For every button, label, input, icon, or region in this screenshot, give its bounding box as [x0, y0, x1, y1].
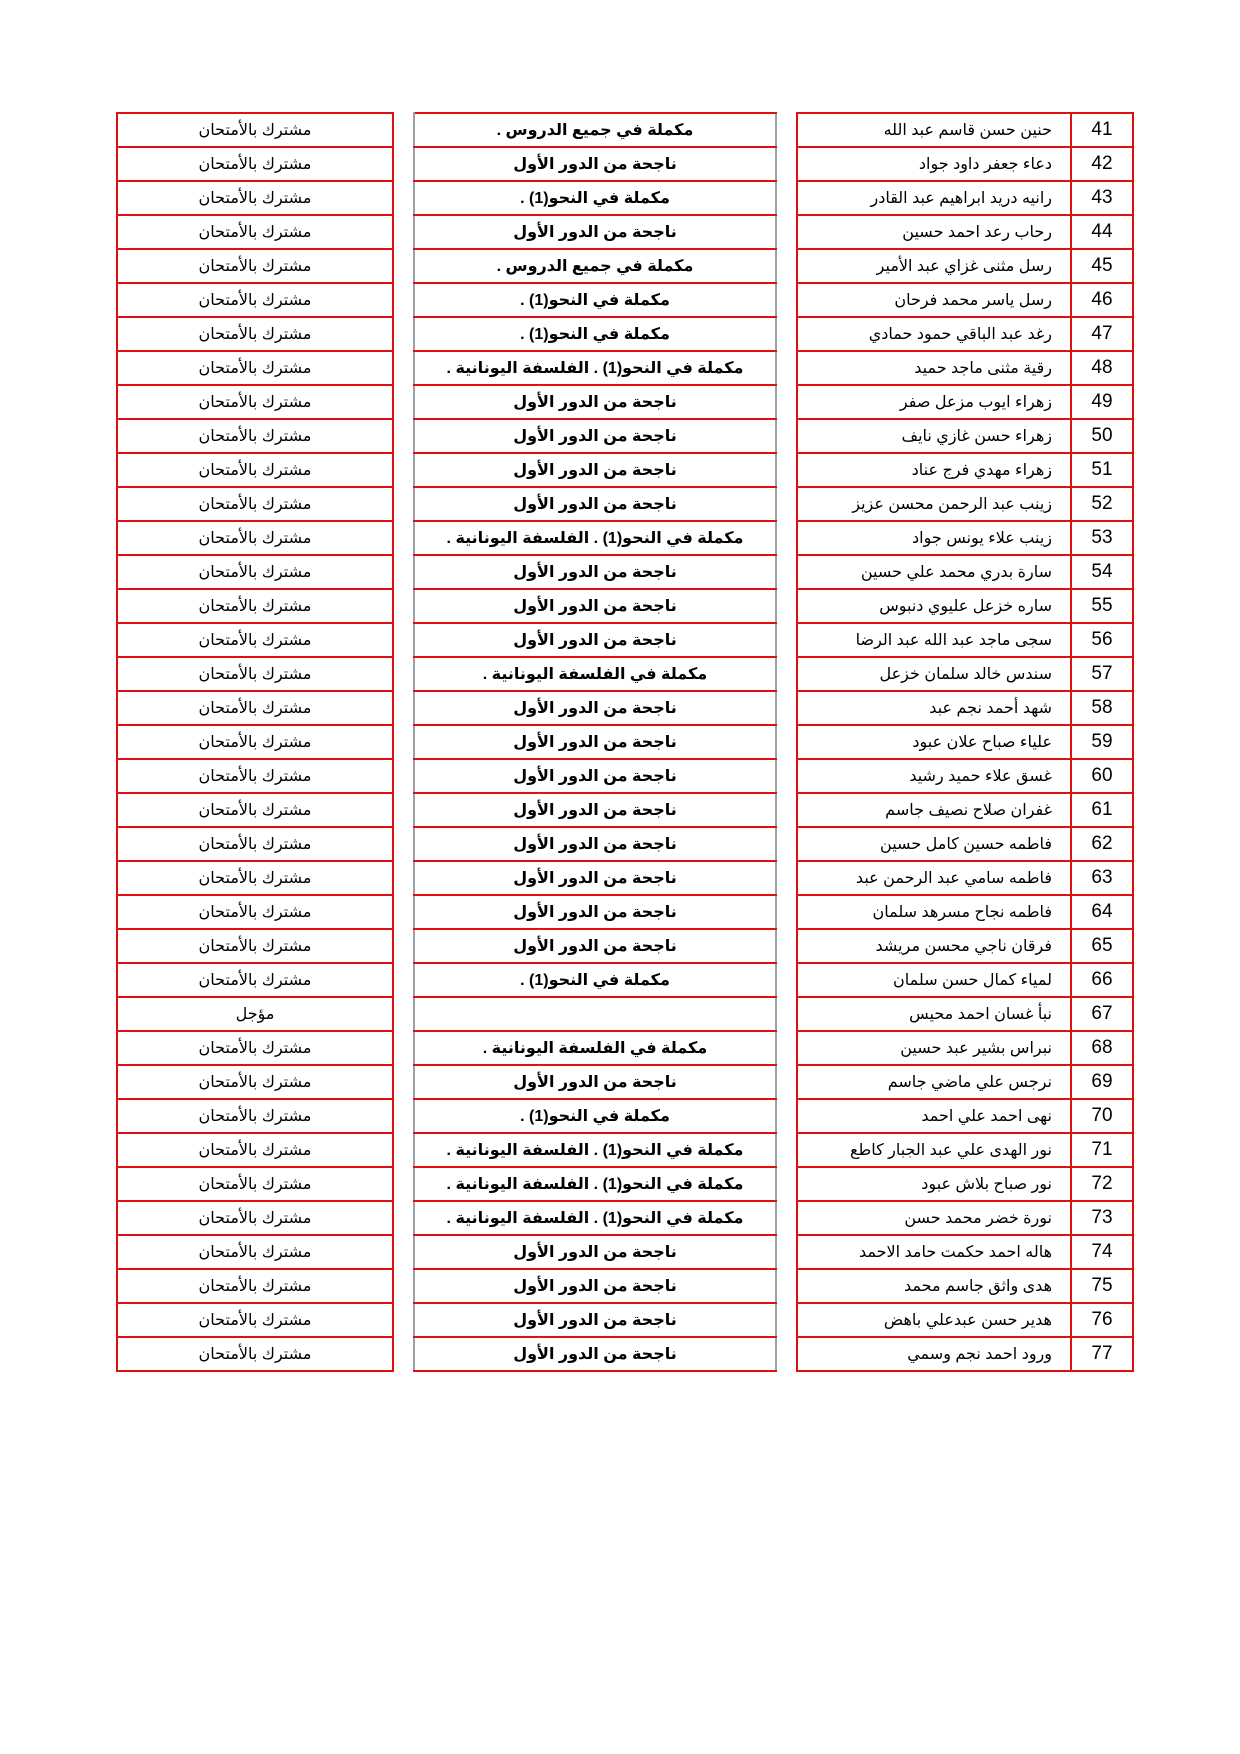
row-number: 45 — [1071, 249, 1133, 283]
table-row — [117, 181, 393, 215]
status-cell: مشترك بالأمتحان — [117, 113, 393, 147]
status-cell: مشترك بالأمتحان — [117, 351, 393, 385]
row-number: 49 — [1071, 385, 1133, 419]
student-name: زهراء مهدي فرج عناد — [797, 453, 1071, 487]
row-number: 71 — [1071, 1133, 1133, 1167]
status-cell: مشترك بالأمتحان — [117, 929, 393, 963]
status-cell: مشترك بالأمتحان — [117, 555, 393, 589]
row-number: 76 — [1071, 1303, 1133, 1337]
row-number: 54 — [1071, 555, 1133, 589]
result-cell: ناجحة من الدور الأول — [414, 1337, 776, 1371]
result-cell — [414, 997, 776, 1031]
result-cell: ناجحة من الدور الأول — [414, 1065, 776, 1099]
row-number: 56 — [1071, 623, 1133, 657]
table-row — [797, 725, 1133, 759]
table-row — [797, 113, 1133, 147]
student-name: سجى ماجد عبد الله عبد الرضا — [797, 623, 1071, 657]
table-row — [797, 181, 1133, 215]
status-cell: مشترك بالأمتحان — [117, 283, 393, 317]
student-name: فاطمه حسين كامل حسين — [797, 827, 1071, 861]
table-row — [117, 555, 393, 589]
status-cell: مؤجل — [117, 997, 393, 1031]
row-number: 67 — [1071, 997, 1133, 1031]
row-number: 68 — [1071, 1031, 1133, 1065]
status-cell: مشترك بالأمتحان — [117, 487, 393, 521]
result-cell: ناجحة من الدور الأول — [414, 895, 776, 929]
status-table — [116, 112, 394, 1372]
student-name: غفران صلاح نصيف جاسم — [797, 793, 1071, 827]
status-cell: مشترك بالأمتحان — [117, 1031, 393, 1065]
row-number: 51 — [1071, 453, 1133, 487]
row-number: 44 — [1071, 215, 1133, 249]
table-row — [797, 555, 1133, 589]
row-number: 75 — [1071, 1269, 1133, 1303]
row-number: 63 — [1071, 861, 1133, 895]
table-row — [797, 827, 1133, 861]
status-cell: مشترك بالأمتحان — [117, 1201, 393, 1235]
table-row — [414, 1099, 776, 1133]
status-cell: مشترك بالأمتحان — [117, 1167, 393, 1201]
row-number: 52 — [1071, 487, 1133, 521]
status-cell: مشترك بالأمتحان — [117, 453, 393, 487]
status-cell: مشترك بالأمتحان — [117, 419, 393, 453]
table-row — [117, 589, 393, 623]
student-name: فرقان ناجي محسن مريشد — [797, 929, 1071, 963]
status-cell: مشترك بالأمتحان — [117, 895, 393, 929]
result-cell: ناجحة من الدور الأول — [414, 759, 776, 793]
student-name: رغد عبد الباقي حمود حمادي — [797, 317, 1071, 351]
student-name: نورة خضر محمد حسن — [797, 1201, 1071, 1235]
table-row — [117, 1065, 393, 1099]
table-row — [797, 759, 1133, 793]
table-row — [117, 215, 393, 249]
table-row — [797, 147, 1133, 181]
table-row — [797, 1235, 1133, 1269]
status-cell: مشترك بالأمتحان — [117, 1235, 393, 1269]
table-row — [797, 419, 1133, 453]
result-cell: مكملة في النحو(1) . — [414, 963, 776, 997]
table-row — [797, 895, 1133, 929]
status-cell: مشترك بالأمتحان — [117, 249, 393, 283]
table-row — [797, 861, 1133, 895]
table-row — [414, 1303, 776, 1337]
table-row — [414, 1201, 776, 1235]
result-cell: مكملة في جميع الدروس . — [414, 113, 776, 147]
table-row — [117, 895, 393, 929]
table-row — [117, 1337, 393, 1371]
row-number: 65 — [1071, 929, 1133, 963]
table-row — [117, 249, 393, 283]
table-row — [117, 691, 393, 725]
table-row — [797, 521, 1133, 555]
row-number: 70 — [1071, 1099, 1133, 1133]
table-row — [797, 793, 1133, 827]
student-name: زينب عبد الرحمن محسن عزيز — [797, 487, 1071, 521]
result-cell: ناجحة من الدور الأول — [414, 147, 776, 181]
table-row — [117, 113, 393, 147]
table-row — [797, 657, 1133, 691]
row-number: 64 — [1071, 895, 1133, 929]
student-name: غسق علاء حميد رشيد — [797, 759, 1071, 793]
table-row — [414, 283, 776, 317]
table-row — [414, 963, 776, 997]
student-name: نور صباح بلاش عبود — [797, 1167, 1071, 1201]
table-row — [117, 351, 393, 385]
student-name: هدى واثق جاسم محمد — [797, 1269, 1071, 1303]
table-row — [797, 317, 1133, 351]
table-row — [797, 1031, 1133, 1065]
student-name: علياء صباح علان عبود — [797, 725, 1071, 759]
table-row — [117, 453, 393, 487]
table-row — [117, 1269, 393, 1303]
row-number: 61 — [1071, 793, 1133, 827]
status-cell: مشترك بالأمتحان — [117, 691, 393, 725]
table-row — [117, 793, 393, 827]
table-row — [414, 181, 776, 215]
table-row — [117, 521, 393, 555]
table-row — [414, 215, 776, 249]
table-row — [414, 385, 776, 419]
student-name: لمياء كمال حسن سلمان — [797, 963, 1071, 997]
result-cell: مكملة في النحو(1) . الفلسفة اليونانية . — [414, 351, 776, 385]
student-name: سارة بدري محمد علي حسين — [797, 555, 1071, 589]
result-cell: مكملة في النحو(1) . الفلسفة اليونانية . — [414, 1201, 776, 1235]
row-number: 69 — [1071, 1065, 1133, 1099]
row-number: 74 — [1071, 1235, 1133, 1269]
result-cell: ناجحة من الدور الأول — [414, 827, 776, 861]
student-name: شهد أحمد نجم عبد — [797, 691, 1071, 725]
table-row — [117, 1201, 393, 1235]
table-row — [797, 1099, 1133, 1133]
status-cell: مشترك بالأمتحان — [117, 657, 393, 691]
student-name: رسل مثنى غزاي عبد الأمير — [797, 249, 1071, 283]
result-cell: ناجحة من الدور الأول — [414, 555, 776, 589]
table-row — [797, 963, 1133, 997]
table-row — [797, 487, 1133, 521]
table-row — [414, 759, 776, 793]
status-cell: مشترك بالأمتحان — [117, 385, 393, 419]
row-number: 46 — [1071, 283, 1133, 317]
table-row — [117, 997, 393, 1031]
student-name: فاطمه نجاح مسرهد سلمان — [797, 895, 1071, 929]
student-name: نهى احمد علي احمد — [797, 1099, 1071, 1133]
student-name: رقية مثنى ماجد حميد — [797, 351, 1071, 385]
result-cell: ناجحة من الدور الأول — [414, 453, 776, 487]
results-table — [413, 112, 777, 1372]
student-name: رانيه دريد ابراهيم عبد القادر — [797, 181, 1071, 215]
student-name: نبأ غسان احمد محيس — [797, 997, 1071, 1031]
result-cell: مكملة في جميع الدروس . — [414, 249, 776, 283]
status-cell: مشترك بالأمتحان — [117, 1133, 393, 1167]
result-cell: ناجحة من الدور الأول — [414, 725, 776, 759]
table-row — [414, 895, 776, 929]
student-name: رحاب رعد احمد حسين — [797, 215, 1071, 249]
status-cell: مشترك بالأمتحان — [117, 963, 393, 997]
status-cell: مشترك بالأمتحان — [117, 827, 393, 861]
student-name: دعاء جعفر داود جواد — [797, 147, 1071, 181]
result-cell: مكملة في النحو(1) . الفلسفة اليونانية . — [414, 1167, 776, 1201]
student-name: نرجس علي ماضي جاسم — [797, 1065, 1071, 1099]
result-cell: ناجحة من الدور الأول — [414, 1303, 776, 1337]
row-number: 72 — [1071, 1167, 1133, 1201]
table-row — [414, 725, 776, 759]
table-row — [797, 623, 1133, 657]
table-row — [117, 419, 393, 453]
table-row — [117, 1133, 393, 1167]
status-cell: مشترك بالأمتحان — [117, 725, 393, 759]
result-cell: مكملة في النحو(1) . — [414, 181, 776, 215]
table-row — [117, 725, 393, 759]
student-name: نبراس بشير عبد حسين — [797, 1031, 1071, 1065]
table-row — [797, 351, 1133, 385]
row-number: 53 — [1071, 521, 1133, 555]
row-number: 66 — [1071, 963, 1133, 997]
row-number: 41 — [1071, 113, 1133, 147]
table-row — [117, 1167, 393, 1201]
student-name: فاطمه سامي عبد الرحمن عبد — [797, 861, 1071, 895]
result-cell: مكملة في الفلسفة اليونانية . — [414, 657, 776, 691]
student-name: ورود احمد نجم وسمي — [797, 1337, 1071, 1371]
table-row — [117, 487, 393, 521]
row-number: 48 — [1071, 351, 1133, 385]
row-number: 57 — [1071, 657, 1133, 691]
table-row — [797, 1133, 1133, 1167]
table-row — [414, 1031, 776, 1065]
student-name: حنين حسن قاسم عبد الله — [797, 113, 1071, 147]
student-name: زينب علاء يونس جواد — [797, 521, 1071, 555]
table-row — [414, 1269, 776, 1303]
status-cell: مشترك بالأمتحان — [117, 215, 393, 249]
table-row — [414, 249, 776, 283]
status-cell: مشترك بالأمتحان — [117, 1269, 393, 1303]
status-cell: مشترك بالأمتحان — [117, 1065, 393, 1099]
table-row — [414, 1337, 776, 1371]
student-name: زهراء ايوب مزعل صفر — [797, 385, 1071, 419]
student-name: هدير حسن عبدعلي باهض — [797, 1303, 1071, 1337]
result-cell: ناجحة من الدور الأول — [414, 487, 776, 521]
table-row — [414, 827, 776, 861]
table-row — [797, 589, 1133, 623]
table-row — [797, 249, 1133, 283]
result-cell: ناجحة من الدور الأول — [414, 419, 776, 453]
row-number: 59 — [1071, 725, 1133, 759]
status-cell: مشترك بالأمتحان — [117, 147, 393, 181]
table-row — [414, 793, 776, 827]
result-cell: ناجحة من الدور الأول — [414, 215, 776, 249]
table-row — [797, 691, 1133, 725]
row-number: 42 — [1071, 147, 1133, 181]
table-row — [117, 385, 393, 419]
row-number: 73 — [1071, 1201, 1133, 1235]
table-row — [414, 487, 776, 521]
table-row — [797, 1201, 1133, 1235]
table-row — [117, 1099, 393, 1133]
result-cell: ناجحة من الدور الأول — [414, 861, 776, 895]
table-row — [414, 997, 776, 1031]
result-cell: ناجحة من الدور الأول — [414, 623, 776, 657]
table-row — [797, 385, 1133, 419]
result-cell: ناجحة من الدور الأول — [414, 691, 776, 725]
status-cell: مشترك بالأمتحان — [117, 181, 393, 215]
table-row — [117, 759, 393, 793]
table-row — [414, 521, 776, 555]
table-row — [797, 997, 1133, 1031]
student-name: رسل ياسر محمد فرحان — [797, 283, 1071, 317]
table-row — [414, 147, 776, 181]
table-row — [414, 589, 776, 623]
table-row — [414, 657, 776, 691]
table-row — [414, 317, 776, 351]
table-row — [117, 623, 393, 657]
result-cell: مكملة في الفلسفة اليونانية . — [414, 1031, 776, 1065]
table-row — [797, 1269, 1133, 1303]
table-row — [117, 1303, 393, 1337]
student-name: زهراء حسن غازي نايف — [797, 419, 1071, 453]
table-row — [117, 963, 393, 997]
table-row — [414, 691, 776, 725]
result-cell: ناجحة من الدور الأول — [414, 1269, 776, 1303]
result-cell: ناجحة من الدور الأول — [414, 1235, 776, 1269]
table-row — [797, 283, 1133, 317]
names-table — [796, 112, 1134, 1372]
table-row — [117, 317, 393, 351]
row-number: 77 — [1071, 1337, 1133, 1371]
table-row — [117, 147, 393, 181]
student-name: نور الهدى علي عبد الجبار كاطع — [797, 1133, 1071, 1167]
result-cell: ناجحة من الدور الأول — [414, 385, 776, 419]
status-cell: مشترك بالأمتحان — [117, 759, 393, 793]
status-cell: مشترك بالأمتحان — [117, 521, 393, 555]
status-cell: مشترك بالأمتحان — [117, 1099, 393, 1133]
student-name: سندس خالد سلمان خزعل — [797, 657, 1071, 691]
table-row — [414, 113, 776, 147]
student-name: هاله احمد حكمت حامد الاحمد — [797, 1235, 1071, 1269]
table-row — [414, 929, 776, 963]
status-cell: مشترك بالأمتحان — [117, 793, 393, 827]
status-cell: مشترك بالأمتحان — [117, 589, 393, 623]
row-number: 50 — [1071, 419, 1133, 453]
table-row — [797, 1065, 1133, 1099]
result-cell: مكملة في النحو(1) . الفلسفة اليونانية . — [414, 521, 776, 555]
table-row — [414, 1133, 776, 1167]
table-row — [797, 929, 1133, 963]
status-cell: مشترك بالأمتحان — [117, 861, 393, 895]
table-row — [414, 623, 776, 657]
result-cell: ناجحة من الدور الأول — [414, 793, 776, 827]
table-row — [797, 1303, 1133, 1337]
row-number: 62 — [1071, 827, 1133, 861]
row-number: 43 — [1071, 181, 1133, 215]
table-row — [797, 453, 1133, 487]
status-cell: مشترك بالأمتحان — [117, 317, 393, 351]
status-cell: مشترك بالأمتحان — [117, 623, 393, 657]
table-row — [797, 1337, 1133, 1371]
result-cell: مكملة في النحو(1) . الفلسفة اليونانية . — [414, 1133, 776, 1167]
result-cell: ناجحة من الدور الأول — [414, 589, 776, 623]
table-row — [797, 1167, 1133, 1201]
table-row — [117, 861, 393, 895]
table-row — [117, 929, 393, 963]
table-row — [117, 827, 393, 861]
table-row — [414, 1065, 776, 1099]
row-number: 60 — [1071, 759, 1133, 793]
table-row — [414, 419, 776, 453]
student-name: ساره خزعل عليوي دنبوس — [797, 589, 1071, 623]
table-row — [414, 555, 776, 589]
table-row — [117, 1031, 393, 1065]
table-row — [797, 215, 1133, 249]
result-cell: مكملة في النحو(1) . — [414, 317, 776, 351]
row-number: 58 — [1071, 691, 1133, 725]
status-cell: مشترك بالأمتحان — [117, 1337, 393, 1371]
result-cell: مكملة في النحو(1) . — [414, 1099, 776, 1133]
table-row — [117, 1235, 393, 1269]
table-row — [414, 861, 776, 895]
row-number: 55 — [1071, 589, 1133, 623]
table-row — [414, 1235, 776, 1269]
row-number: 47 — [1071, 317, 1133, 351]
table-row — [414, 1167, 776, 1201]
table-row — [117, 283, 393, 317]
result-cell: مكملة في النحو(1) . — [414, 283, 776, 317]
table-row — [414, 453, 776, 487]
table-row — [414, 351, 776, 385]
result-cell: ناجحة من الدور الأول — [414, 929, 776, 963]
status-cell: مشترك بالأمتحان — [117, 1303, 393, 1337]
table-row — [117, 657, 393, 691]
